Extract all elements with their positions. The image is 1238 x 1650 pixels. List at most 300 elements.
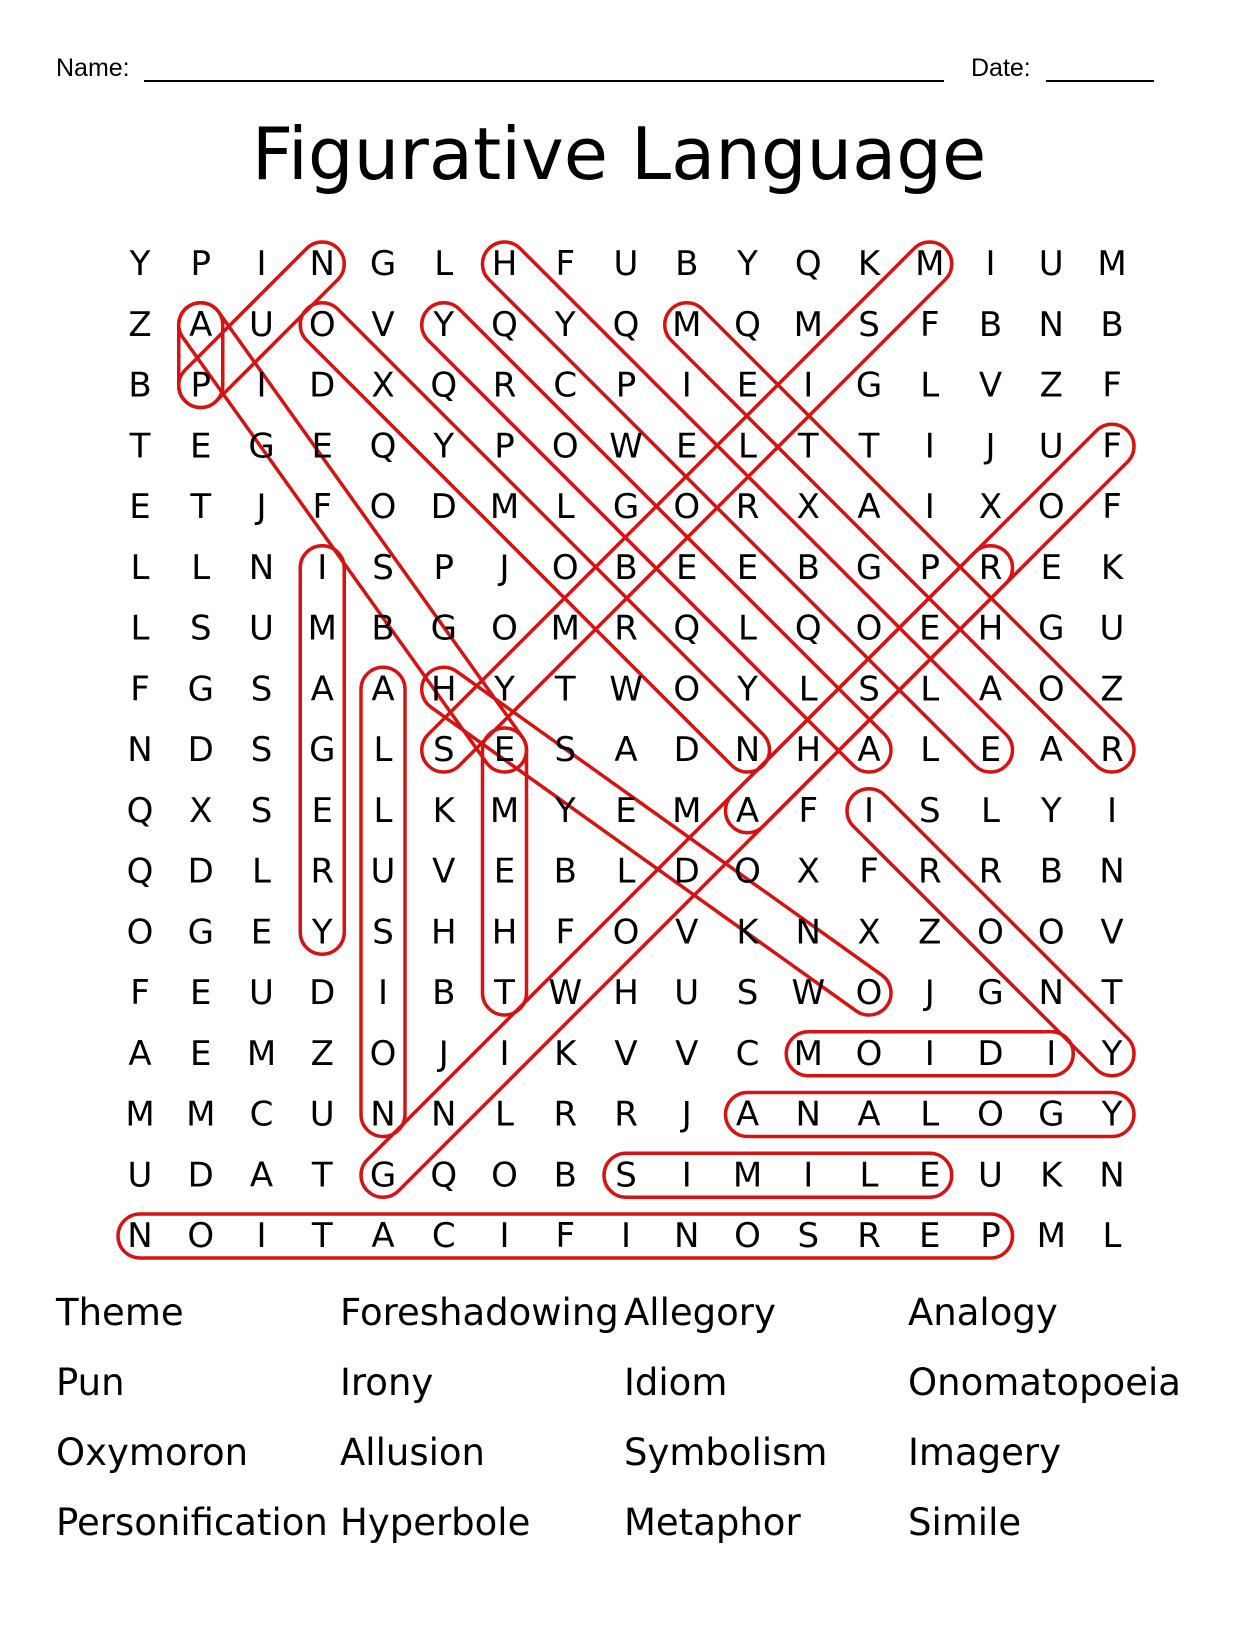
grid-letter[interactable]: O (855, 973, 883, 1013)
grid-letter[interactable]: L (1102, 1216, 1122, 1256)
grid-letter[interactable]: L (798, 669, 818, 710)
grid-letter[interactable]: O (308, 304, 336, 345)
grid-letter[interactable]: C (249, 1094, 274, 1135)
grid-letter[interactable]: Q (734, 304, 761, 345)
grid-letter[interactable]: W (609, 669, 643, 710)
grid-letter[interactable]: O (977, 912, 1004, 953)
grid-letter[interactable]: A (857, 487, 881, 527)
grid-letter[interactable]: I (499, 1033, 510, 1074)
answer-loop-2 (604, 1153, 952, 1197)
grid-letter[interactable]: Y (433, 304, 455, 345)
grid-letter[interactable]: F (130, 973, 150, 1013)
grid-letter[interactable]: S (918, 790, 941, 831)
grid-letter[interactable]: N (734, 730, 761, 770)
grid-letter[interactable]: S (250, 730, 273, 770)
grid-letter[interactable]: X (371, 365, 395, 406)
grid-letter[interactable]: Q (126, 790, 154, 831)
grid-letter[interactable]: Q (612, 304, 640, 345)
grid-letter[interactable]: M (125, 1094, 155, 1135)
word-bank-item: Onomatopoeia (908, 1361, 1181, 1404)
grid-letter[interactable]: Z (918, 912, 942, 953)
grid-letter[interactable]: U (370, 851, 396, 892)
word-bank-item: Oxymoron (56, 1431, 249, 1474)
grid-letter[interactable]: F (859, 851, 879, 892)
grid-letter[interactable]: Y (311, 912, 333, 953)
grid-letter[interactable]: U (249, 608, 274, 649)
grid-letter[interactable]: Z (1100, 669, 1124, 710)
grid-letter[interactable]: M (793, 1033, 823, 1074)
grid-letter[interactable]: N (1038, 304, 1064, 345)
grid-letter[interactable]: T (1101, 973, 1123, 1013)
grid-letter[interactable]: L (130, 608, 150, 649)
grid-letter[interactable]: E (311, 790, 333, 831)
grid-letter[interactable]: V (675, 1033, 699, 1074)
grid-letter[interactable]: P (190, 365, 212, 406)
grid-letter[interactable]: L (555, 487, 575, 527)
grid-letter[interactable]: K (554, 1033, 577, 1074)
grid-letter[interactable]: A (857, 730, 881, 770)
grid-letter[interactable]: N (795, 1094, 821, 1135)
grid-letter[interactable]: M (1097, 244, 1127, 284)
grid-letter[interactable]: B (978, 304, 1003, 345)
grid-letter[interactable]: Y (433, 426, 455, 467)
grid-letter[interactable]: B (1039, 851, 1063, 892)
grid-letter[interactable]: T (129, 426, 151, 467)
grid-letter[interactable]: B (128, 365, 152, 406)
grid-letter[interactable]: X (978, 487, 1003, 527)
grid-letter[interactable]: O (673, 669, 701, 710)
grid-letter[interactable]: F (1102, 487, 1122, 527)
grid-letter[interactable]: N (127, 1216, 153, 1256)
grid-letter[interactable]: T (858, 426, 880, 467)
answer-loop-10 (291, 294, 778, 781)
grid-letter[interactable]: X (189, 790, 213, 831)
grid-letter[interactable]: Q (430, 365, 458, 406)
grid-letter[interactable]: S (797, 1216, 820, 1256)
grid-letter[interactable]: G (248, 426, 275, 467)
grid-letter[interactable]: T (190, 487, 212, 527)
grid-letter[interactable]: V (371, 304, 395, 345)
grid-letter[interactable]: D (673, 851, 700, 892)
grid-letter[interactable]: E (1040, 547, 1062, 588)
grid-letter[interactable]: B (553, 1155, 577, 1196)
grid-letter[interactable]: N (431, 1094, 457, 1135)
grid-letter[interactable]: A (249, 1155, 274, 1196)
grid-letter[interactable]: E (979, 730, 1002, 770)
grid-letter[interactable]: Q (126, 851, 154, 892)
grid-letter[interactable]: B (1100, 304, 1124, 345)
grid-letter[interactable]: G (369, 244, 397, 284)
grid-letter[interactable]: B (614, 547, 638, 588)
grid-letter[interactable]: Y (129, 244, 151, 284)
grid-letter[interactable]: R (614, 1094, 638, 1135)
grid-letter[interactable]: V (1100, 912, 1124, 953)
grid-letter[interactable]: I (803, 365, 814, 406)
grid-letter[interactable]: K (857, 244, 881, 284)
grid-letter[interactable]: Y (737, 669, 758, 710)
grid-letter[interactable]: X (796, 487, 820, 527)
grid-letter[interactable]: S (432, 730, 455, 770)
grid-letter[interactable]: E (250, 912, 273, 953)
grid-letter[interactable]: S (858, 669, 880, 710)
grid-letter[interactable]: T (797, 426, 819, 467)
grid-letter[interactable]: O (734, 1216, 761, 1256)
grid-letter[interactable]: E (736, 365, 759, 406)
grid-letter[interactable]: N (309, 244, 335, 284)
grid-letter[interactable]: U (1099, 608, 1125, 649)
grid-letter[interactable]: M (186, 1094, 216, 1135)
grid-letter[interactable]: M (307, 608, 337, 649)
grid-letter[interactable]: L (920, 730, 940, 770)
grid-letter[interactable]: V (432, 851, 456, 892)
grid-letter[interactable]: J (681, 1094, 692, 1135)
grid-letter[interactable]: H (613, 973, 639, 1013)
grid-letter[interactable]: E (190, 426, 212, 467)
grid-letter[interactable]: P (615, 365, 637, 406)
grid-letter[interactable]: F (1102, 365, 1122, 406)
grid-letter[interactable]: D (187, 1155, 214, 1196)
grid-letter[interactable]: L (920, 1094, 940, 1135)
grid-letter[interactable]: G (430, 608, 457, 649)
grid-letter[interactable]: D (187, 851, 214, 892)
grid-letter[interactable]: F (798, 790, 819, 831)
grid-letter[interactable]: S (615, 1155, 637, 1196)
grid-letter[interactable]: A (735, 790, 760, 831)
grid-letter[interactable]: B (432, 973, 456, 1013)
name-label: Name: (56, 54, 130, 82)
grid-letter[interactable]: L (738, 426, 757, 467)
grid-letter[interactable]: M (672, 304, 702, 345)
grid-letter[interactable]: G (1038, 608, 1065, 649)
grid-letter[interactable]: L (434, 244, 454, 284)
grid-letter[interactable]: R (553, 1094, 578, 1135)
grid-letter[interactable]: U (613, 244, 639, 284)
grid-letter[interactable]: A (371, 669, 395, 710)
grid-letter[interactable]: Y (554, 790, 576, 831)
grid-letter[interactable]: I (377, 973, 389, 1013)
grid-letter[interactable]: E (615, 790, 637, 831)
grid-letter[interactable]: I (256, 244, 267, 284)
grid-letter[interactable]: J (499, 547, 510, 588)
grid-letter[interactable]: L (191, 547, 211, 588)
grid-letter[interactable]: A (978, 669, 1003, 710)
grid-letter[interactable]: L (920, 365, 940, 406)
grid-letter[interactable]: O (551, 547, 579, 588)
grid-letter[interactable]: O (491, 608, 518, 649)
grid-letter[interactable]: Z (128, 304, 152, 345)
grid-letter[interactable]: F (1102, 426, 1122, 467)
grid-letter[interactable]: Y (554, 304, 576, 345)
grid-letter[interactable]: N (674, 1216, 700, 1256)
grid-letter[interactable]: I (681, 1155, 692, 1196)
grid-letter[interactable]: M (793, 304, 823, 345)
grid-letter[interactable]: A (128, 1033, 152, 1074)
grid-letter[interactable]: I (256, 365, 267, 406)
grid-letter[interactable]: R (978, 851, 1003, 892)
grid-letter[interactable]: A (1039, 730, 1063, 770)
grid-letter[interactable]: R (735, 487, 760, 527)
grid-letter[interactable]: L (252, 851, 271, 892)
grid-letter[interactable]: N (370, 1094, 396, 1135)
grid-letter[interactable]: M (732, 1155, 763, 1196)
grid-letter[interactable]: R (1100, 730, 1124, 770)
grid-letter[interactable]: C (553, 365, 578, 406)
grid-letter[interactable]: P (433, 547, 455, 588)
grid-letter[interactable]: K (736, 912, 759, 953)
grid-letter[interactable]: E (493, 730, 516, 770)
grid-letter[interactable]: Y (737, 244, 758, 284)
grid-letter[interactable]: E (493, 851, 516, 892)
grid-letter[interactable]: B (371, 608, 395, 649)
grid-letter[interactable]: D (309, 973, 336, 1013)
grid-letter[interactable]: O (491, 1155, 518, 1196)
grid-letter[interactable]: C (431, 1216, 456, 1256)
grid-letter[interactable]: Q (369, 426, 397, 467)
grid-letter[interactable]: I (317, 547, 328, 588)
grid-letter[interactable]: E (676, 547, 698, 588)
grid-letter[interactable]: T (311, 1216, 333, 1256)
grid-letter[interactable]: G (1038, 1094, 1065, 1135)
grid-letter[interactable]: L (738, 608, 757, 649)
grid-letter[interactable]: P (980, 1216, 1001, 1256)
grid-letter[interactable]: O (855, 1033, 883, 1074)
grid-letter[interactable]: E (190, 1033, 212, 1074)
grid-letter[interactable]: O (369, 487, 397, 527)
grid-letter[interactable]: N (1099, 1155, 1125, 1196)
grid-letter[interactable]: S (372, 912, 394, 953)
grid-letter[interactable]: I (924, 1033, 935, 1074)
grid-letter[interactable]: V (978, 365, 1003, 406)
grid-letter[interactable]: L (859, 1155, 879, 1196)
grid-letter[interactable]: X (796, 851, 820, 892)
grid-letter[interactable]: A (735, 1094, 760, 1135)
grid-letter[interactable]: U (309, 1094, 335, 1135)
grid-letter[interactable]: I (924, 426, 935, 467)
grid-letter[interactable]: B (553, 851, 577, 892)
grid-letter[interactable]: Y (1101, 1033, 1123, 1074)
grid-letter[interactable]: H (491, 244, 518, 284)
grid-letter[interactable]: Q (794, 608, 822, 649)
grid-letter[interactable]: Z (1039, 365, 1063, 406)
grid-letter[interactable]: R (614, 608, 638, 649)
grid-letter[interactable]: E (676, 426, 698, 467)
grid-letter[interactable]: Y (494, 669, 515, 710)
grid-letter[interactable]: I (499, 1216, 510, 1256)
grid-letter[interactable]: G (855, 365, 883, 406)
grid-letter[interactable]: F (312, 487, 333, 527)
grid-letter[interactable]: K (432, 790, 455, 831)
grid-letter[interactable]: Q (491, 304, 518, 345)
grid-letter[interactable]: G (977, 973, 1004, 1013)
grid-letter[interactable]: M (489, 487, 520, 527)
grid-letter[interactable]: E (190, 973, 212, 1013)
grid-letter[interactable]: U (978, 1155, 1003, 1196)
grid-letter[interactable]: I (924, 487, 935, 527)
grid-letter[interactable]: O (1037, 669, 1065, 710)
grid-letter[interactable]: F (919, 304, 940, 345)
grid-letter[interactable]: A (371, 1216, 395, 1256)
grid-letter[interactable]: A (614, 730, 638, 770)
grid-letter[interactable]: M (915, 244, 945, 284)
grid-letter[interactable]: O (977, 1094, 1004, 1135)
grid-letter[interactable]: P (190, 244, 212, 284)
grid-letter[interactable]: I (1106, 790, 1118, 831)
grid-letter[interactable]: A (857, 1094, 881, 1135)
grid-letter[interactable]: O (734, 851, 761, 892)
grid-letter[interactable]: U (1038, 244, 1064, 284)
grid-letter[interactable]: R (310, 851, 335, 892)
grid-letter[interactable]: V (614, 1033, 638, 1074)
grid-letter[interactable]: B (675, 244, 699, 284)
grid-letter[interactable]: S (189, 608, 212, 649)
grid-letter[interactable]: Z (310, 1033, 334, 1074)
grid-letter[interactable]: L (495, 1094, 514, 1135)
grid-letter[interactable]: M (489, 790, 520, 831)
grid-letter[interactable]: D (187, 730, 214, 770)
grid-letter[interactable]: H (977, 608, 1004, 649)
grid-letter[interactable]: O (612, 912, 640, 953)
grid-letter[interactable]: T (554, 669, 576, 710)
grid-letter[interactable]: T (494, 973, 515, 1013)
grid-letter[interactable]: O (1037, 487, 1065, 527)
grid-letter[interactable]: U (249, 304, 274, 345)
grid-letter[interactable]: L (373, 730, 393, 770)
grid-letter[interactable]: S (250, 669, 273, 710)
grid-letter[interactable]: I (620, 1216, 632, 1256)
grid-letter[interactable]: O (673, 487, 701, 527)
page-title: Figurative Language (251, 112, 987, 196)
grid-letter[interactable]: P (494, 426, 515, 467)
grid-letter[interactable]: D (430, 487, 457, 527)
grid-letter[interactable]: L (981, 790, 1000, 831)
grid-letter[interactable]: W (548, 973, 583, 1013)
grid-letter[interactable]: L (130, 547, 150, 588)
grid-letter[interactable]: R (917, 851, 942, 892)
grid-letter[interactable]: X (857, 912, 881, 953)
grid-letter[interactable]: Q (673, 608, 701, 649)
grid-letter[interactable]: U (674, 973, 700, 1013)
grid-letter[interactable]: F (555, 912, 576, 953)
grid-letter[interactable]: J (985, 426, 996, 467)
grid-letter[interactable]: H (430, 912, 457, 953)
grid-letter[interactable]: U (1038, 426, 1064, 467)
word-bank-item: Foreshadowing (340, 1291, 619, 1334)
grid-letter[interactable]: G (187, 912, 214, 953)
grid-letter[interactable]: S (736, 973, 759, 1013)
grid-letter[interactable]: E (919, 1155, 941, 1196)
grid-letter[interactable]: F (555, 244, 576, 284)
grid-letter[interactable]: M (246, 1033, 277, 1074)
grid-letter[interactable]: D (673, 730, 700, 770)
grid-letter[interactable]: I (256, 1216, 267, 1256)
grid-letter[interactable]: S (858, 304, 880, 345)
grid-letter[interactable]: Y (1101, 1094, 1123, 1135)
grid-letter[interactable]: I (1046, 1033, 1057, 1074)
grid-letter[interactable]: M (550, 608, 580, 649)
word-bank-item: Simile (908, 1501, 1022, 1544)
grid-letter[interactable]: O (551, 426, 579, 467)
grid-letter[interactable]: S (372, 547, 394, 588)
grid-letter[interactable]: P (919, 547, 941, 588)
grid-letter[interactable]: N (795, 912, 821, 953)
grid-letter[interactable]: A (189, 304, 213, 345)
grid-letter[interactable]: E (311, 426, 333, 467)
grid-letter[interactable]: H (795, 730, 822, 770)
grid-letter[interactable]: S (250, 790, 273, 831)
grid-letter[interactable]: R (978, 547, 1003, 588)
grid-letter[interactable]: G (855, 547, 883, 588)
grid-letter[interactable]: L (616, 851, 636, 892)
grid-letter[interactable]: C (735, 1033, 760, 1074)
grid-letter[interactable]: I (681, 365, 692, 406)
grid-letter[interactable]: O (126, 912, 154, 953)
grid-letter[interactable]: J (438, 1033, 449, 1074)
grid-letter[interactable]: F (555, 1216, 576, 1256)
grid-letter[interactable]: D (309, 365, 336, 406)
grid-letter[interactable]: S (554, 730, 577, 770)
grid-letter[interactable]: O (187, 1216, 215, 1256)
word-bank-item: Allusion (340, 1431, 485, 1474)
grid-letter[interactable]: H (491, 912, 518, 953)
grid-letter[interactable]: I (985, 244, 996, 284)
grid-letter[interactable]: O (1037, 912, 1065, 953)
grid-letter[interactable]: E (129, 487, 151, 527)
grid-letter[interactable]: K (1100, 547, 1124, 588)
grid-letter[interactable]: U (127, 1155, 153, 1196)
answer-loop-17 (413, 659, 900, 1024)
grid-letter[interactable]: J (256, 487, 267, 527)
grid-letter[interactable]: U (249, 973, 274, 1013)
grid-letter[interactable]: Q (430, 1155, 458, 1196)
grid-letter[interactable]: I (863, 790, 875, 831)
grid-letter[interactable]: R (857, 1216, 881, 1256)
grid-letter[interactable]: E (919, 1216, 941, 1256)
grid-letter[interactable]: Y (1040, 790, 1062, 831)
grid-letter[interactable]: O (855, 608, 883, 649)
grid-letter[interactable]: H (430, 669, 457, 710)
grid-letter[interactable]: R (492, 365, 517, 406)
grid-letter[interactable]: I (803, 1155, 814, 1196)
grid-letter[interactable]: T (311, 1155, 333, 1196)
grid-letter[interactable]: O (369, 1033, 397, 1074)
grid-letter[interactable]: N (248, 547, 275, 588)
grid-letter[interactable]: D (977, 1033, 1004, 1074)
grid-letter[interactable]: G (187, 669, 214, 710)
grid-letter[interactable]: G (369, 1155, 397, 1196)
grid-letter[interactable]: Q (794, 244, 822, 284)
grid-letter[interactable]: E (736, 547, 759, 588)
grid-letter[interactable]: J (924, 973, 935, 1013)
grid-letter[interactable]: N (127, 730, 153, 770)
grid-letter[interactable]: A (310, 669, 334, 710)
grid-letter[interactable]: M (672, 790, 702, 831)
grid-letter[interactable]: N (1038, 973, 1064, 1013)
grid-letter[interactable]: M (1036, 1216, 1066, 1256)
grid-letter[interactable]: G (612, 487, 640, 527)
grid-letter[interactable]: B (796, 547, 820, 588)
date-label: Date: (971, 54, 1031, 82)
grid-letter[interactable]: W (609, 426, 643, 467)
grid-letter[interactable]: N (1099, 851, 1125, 892)
grid-letter[interactable]: E (919, 608, 941, 649)
grid-letter[interactable]: G (309, 730, 336, 770)
grid-letter[interactable]: L (920, 669, 940, 710)
grid-letter[interactable]: V (675, 912, 699, 953)
grid-letter[interactable]: W (791, 973, 826, 1013)
grid-letter[interactable]: F (130, 669, 150, 710)
grid-letter[interactable]: L (373, 790, 393, 831)
grid-letter[interactable]: K (1040, 1155, 1063, 1196)
